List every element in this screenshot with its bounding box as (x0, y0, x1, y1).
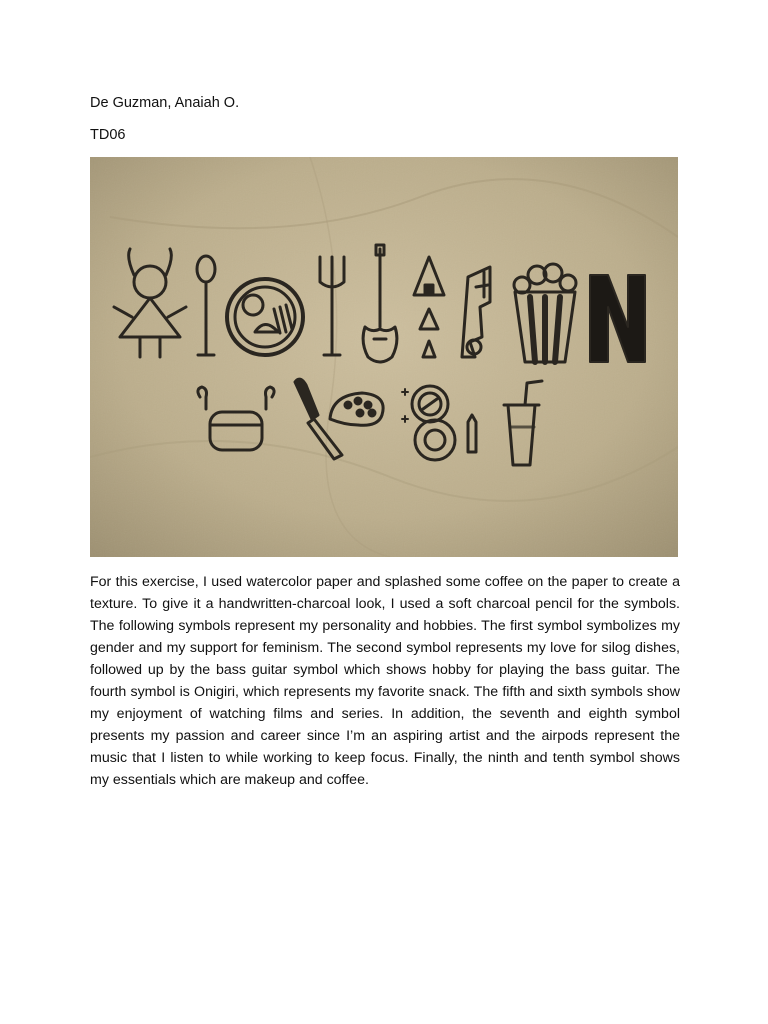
body-paragraph: For this exercise, I used watercolor paper and splashed some coffee on the paper to create a texture. To give it a handwritten-charcoal look, I used a soft charcoal pencil for the symbols. The following symbols represent my personality and hobbies. The first symbol symbolizes my gender and my support for feminism. The second symbol represents my love for silog dishes, followed up by the bass guitar symbol which shows hobby for playing the bass guitar. The fourth symbol is Onigiri, which represents my favorite snack. The fifth and sixth symbols show my enjoyment of watching films and series. In addition, the seventh and eighth symbol presents my passion and career since I’m an aspiring artist and the airpods represent the music that I listen to while working to keep focus. Finally, the ninth and tenth symbol shows my essentials which are makeup and coffee. (90, 574, 680, 788)
author-name: De Guzman, Anaiah O. (90, 95, 240, 111)
symbols-artwork-image (90, 157, 678, 557)
section-code: TD06 (90, 127, 126, 143)
